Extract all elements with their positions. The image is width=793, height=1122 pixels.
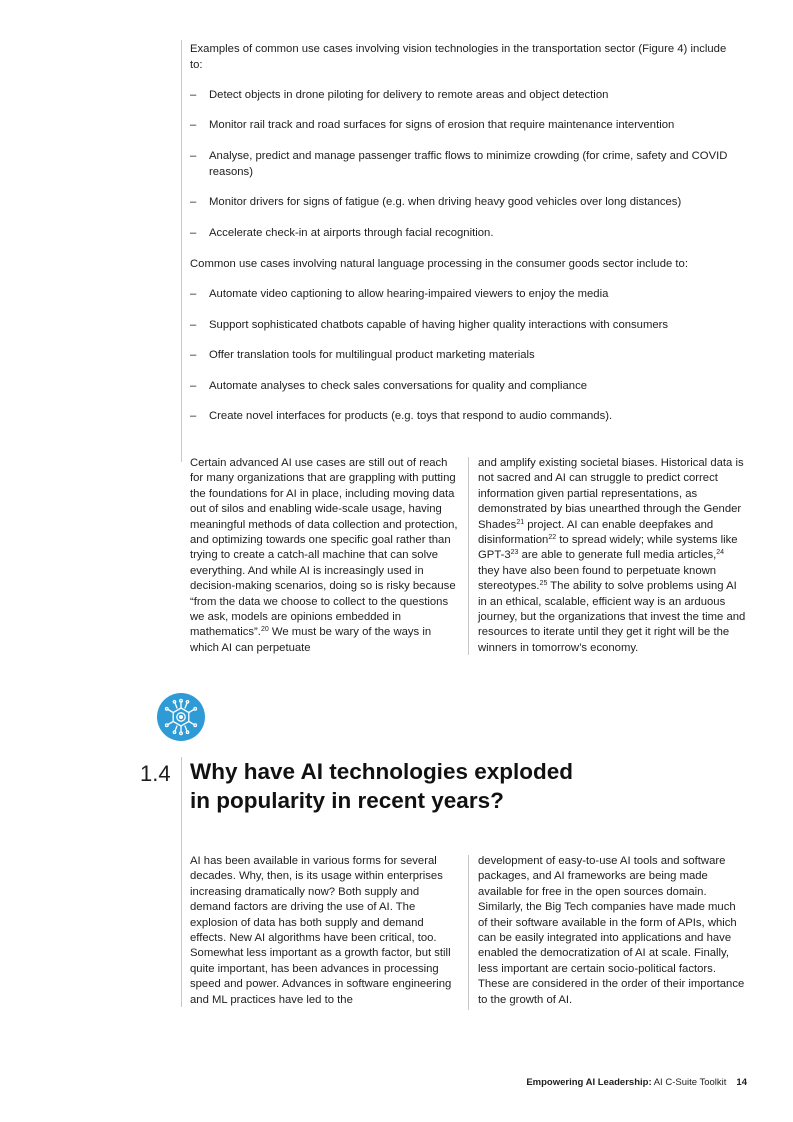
page-number: 14 xyxy=(736,1077,747,1088)
list-dash: – xyxy=(190,119,197,131)
section-left-column: AI has been available in various forms for several decades. Why, then, is its usage within enterprises increasing dramatically now? Both supply and demand factors are driving the use of AI. The explosion of data has both supply and demand effects. New AI algorithms have been critical, too. Somewhat less important as a growth factor, but still quite important, has been advances in processing speed and power. Advances in software engineering and ML practices have led to the xyxy=(190,855,452,1006)
list-dash: – xyxy=(190,380,197,392)
paragraph-text: and amplify existing societal biases. Historical data is not sacred and AI can struggle to predict correct information given partial representations, as demonstrated by bias unearthed through the Gender Shades xyxy=(478,457,744,531)
footnote-ref[interactable]: 20 xyxy=(260,626,269,634)
section-rule xyxy=(181,757,182,1007)
advanced-left-column xyxy=(190,456,460,656)
ai-chip-icon xyxy=(156,692,206,742)
transport-lead: Examples of common use cases involving vision technologies in the transportation sector (Figure 4) include to: xyxy=(190,43,727,71)
paragraph-text: Certain advanced AI use cases are still out of reach for many organizations that are grappling with putting the foundations for AI in place, including moving data out of silos and enabling wide-scale usage, having meaningful methods of data collection and protection, and optimizing towards one specific goal rather than trying to create a catch-all machine that can solve everything. And while AI is increasingly used in decision-making scenarios, doing so is risky because “from the data we choose to collect to the questions we ask, models are opinions embedded in mathematics”. xyxy=(190,457,458,639)
list-item-text: Automate analyses to check sales conversations for quality and compliance xyxy=(209,380,588,392)
list-dash: – xyxy=(190,410,197,422)
footnote-ref[interactable]: 22 xyxy=(548,534,557,542)
paragraph-text: to spread widely; while systems like GPT-3 xyxy=(478,534,738,562)
list-item-text: Support sophisticated chatbots capable of having higher quality interactions with consumers xyxy=(209,319,669,331)
advanced-right-column xyxy=(478,456,748,656)
column-rule xyxy=(468,457,469,655)
list-dash: – xyxy=(190,150,197,162)
section-title-line: Why have AI technologies exploded xyxy=(190,759,573,784)
list-item-text: Accelerate check-in at airports through facial recognition. xyxy=(209,227,494,239)
footer-title: AI C-Suite Toolkit xyxy=(651,1077,727,1088)
paragraph-text: they have also been found to perpetuate known stereotypes. xyxy=(478,564,717,593)
list-dash: – xyxy=(190,89,197,101)
footnote-ref[interactable]: 21 xyxy=(516,518,525,526)
footnote-ref[interactable]: 23 xyxy=(510,549,519,557)
section-number: 1.4 xyxy=(140,761,171,786)
column-rule xyxy=(468,855,469,1010)
paragraph-text: The ability to solve problems using AI in an ethical, scalable, efficient way is an arduous journey, but the organizations that invest the time and resources to iterate until they get it right will be the winners in tomorrow’s economy. xyxy=(478,580,746,654)
list-item-text: Monitor rail track and road surfaces for signs of erosion that require maintenance intervention xyxy=(209,119,675,131)
list-item-text: Analyse, predict and manage passenger traffic flows to minimize crowding (for crime, safety and COVID reasons) xyxy=(209,150,728,178)
list-dash: – xyxy=(190,319,197,331)
section-title-line: in popularity in recent years? xyxy=(190,788,504,813)
list-item-text: Offer translation tools for multilingual product marketing materials xyxy=(209,349,535,361)
page-footer xyxy=(526,1077,747,1089)
list-item-text: Automate video captioning to allow hearing-impaired viewers to enjoy the media xyxy=(209,288,609,300)
paragraph-text: We must be wary of the ways in which AI can perpetuate xyxy=(190,626,432,654)
list-dash: – xyxy=(190,349,197,361)
list-dash: – xyxy=(190,288,197,300)
margin-rule xyxy=(181,40,182,462)
list-item-text: Detect objects in drone piloting for delivery to remote areas and object detection xyxy=(209,89,609,101)
consumer-lead: Common use cases involving natural language processing in the consumer goods sector include to: xyxy=(190,258,688,270)
list-item-text: Create novel interfaces for products (e.g. toys that respond to audio commands). xyxy=(209,410,613,422)
footnote-ref[interactable]: 25 xyxy=(539,580,548,588)
list-dash: – xyxy=(190,196,197,208)
paragraph-text: project. AI can enable deepfakes and disinformation xyxy=(478,518,714,547)
section-title xyxy=(190,757,670,815)
list-item-text: Monitor drivers for signs of fatigue (e.g. when driving heavy good vehicles over long distances) xyxy=(209,196,682,208)
footer-title-bold: Empowering AI Leadership: xyxy=(526,1077,652,1088)
paragraph-text: are able to generate full media articles, xyxy=(518,549,717,562)
list-dash: – xyxy=(190,227,197,239)
section-right-column: development of easy-to-use AI tools and software packages, and AI frameworks are being made available for free in the open sources domain. Similarly, the Big Tech companies have made much of their software available in the form of APIs, which can be easily integrated into applications and have enabled the democratization of AI at scale. Finally, less important are certain socio-political factors. These are considered in the order of their importance to the growth of AI. xyxy=(478,855,745,1006)
footnote-ref[interactable]: 24 xyxy=(716,549,725,557)
